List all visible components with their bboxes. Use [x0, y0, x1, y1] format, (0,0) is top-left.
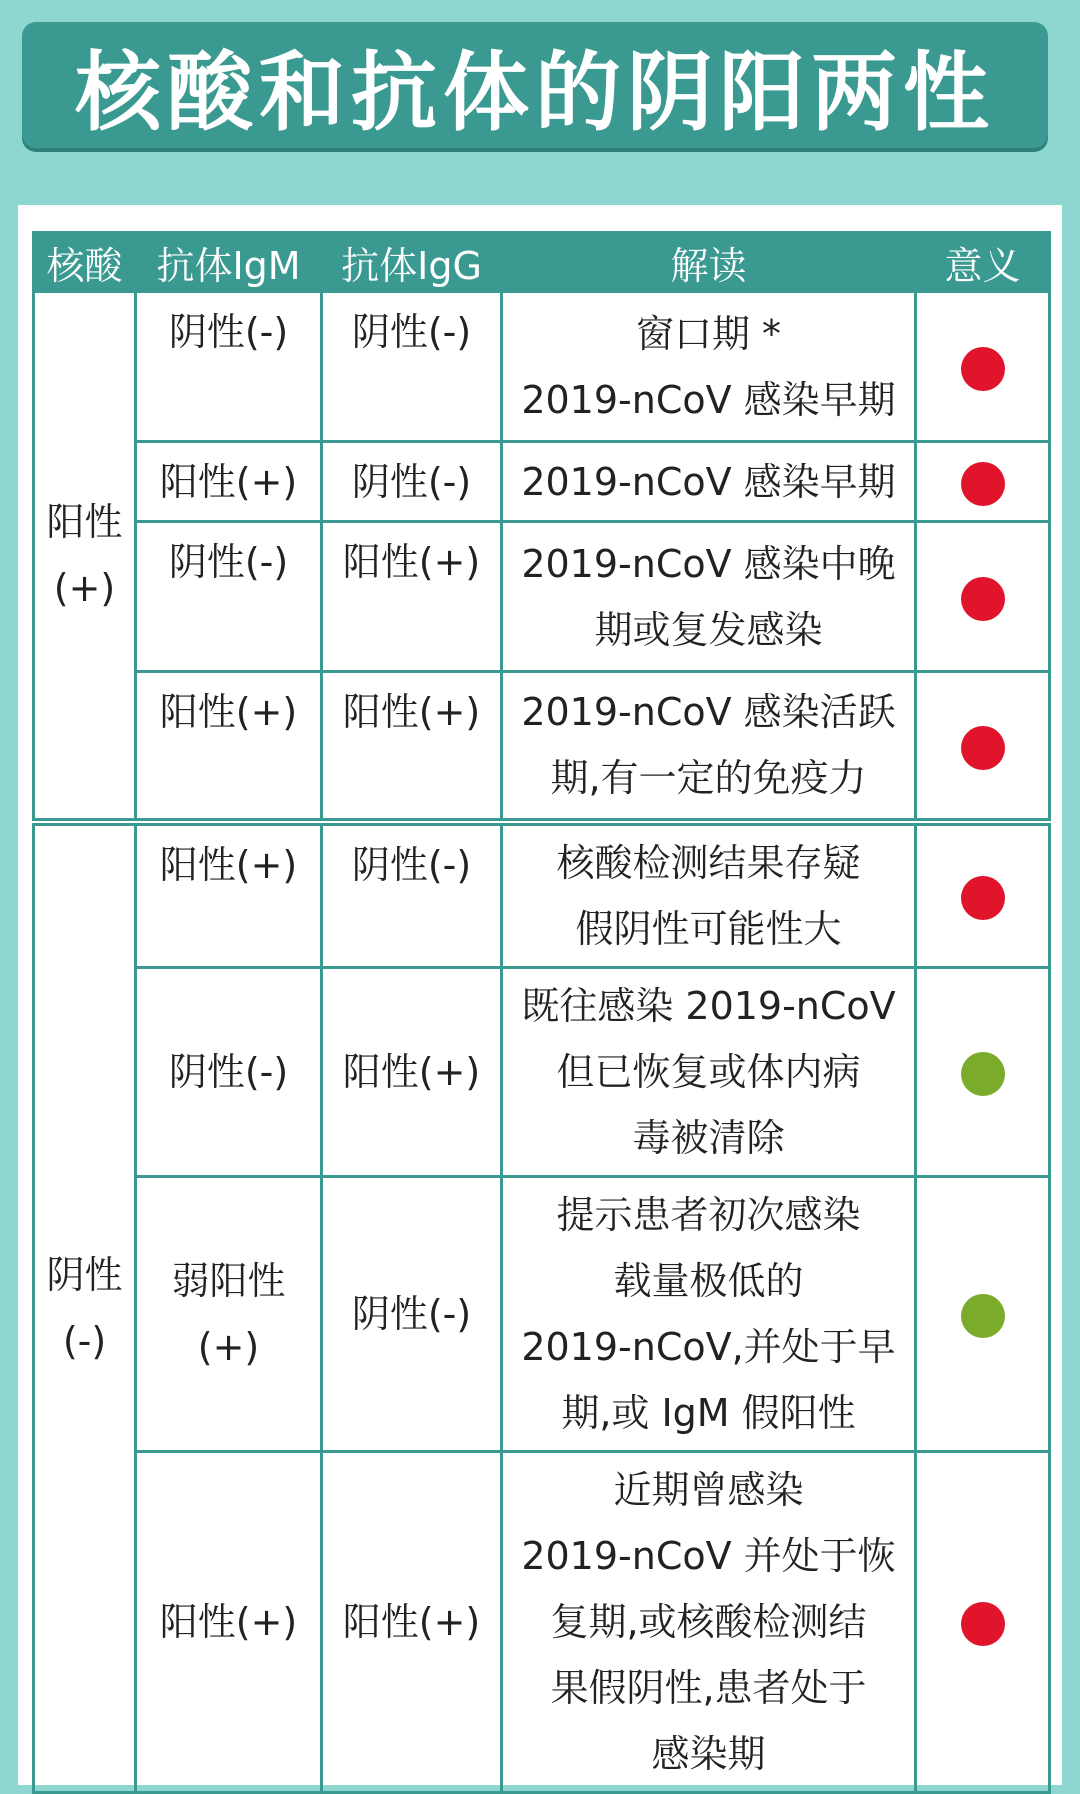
table-row	[34, 522, 1050, 672]
result-table	[32, 231, 1051, 1794]
significance-cell	[916, 967, 1050, 1176]
interpretation-line: 既往感染 2019-nCoV	[521, 983, 896, 1028]
igm-cell	[136, 1176, 322, 1451]
igm-text: 阳性(+)	[159, 459, 298, 504]
interpretation-line: 窗口期 *	[635, 311, 782, 356]
red-dot-icon	[961, 462, 1005, 506]
table-row	[34, 1176, 1050, 1451]
interpretation-cell	[502, 292, 916, 442]
significance-cell	[916, 1451, 1050, 1792]
igm-text: 阴性(-)	[168, 540, 289, 584]
igm-text: 阴性(-)	[168, 1049, 289, 1094]
red-dot-icon	[961, 726, 1005, 770]
interpretation-line: 复期,或核酸检测结	[550, 1599, 867, 1644]
interpretation-line: 2019-nCoV 感染早期	[521, 459, 896, 504]
interpretation-line: 核酸检测结果存疑	[556, 840, 861, 885]
interpretation-line: 2019-nCoV 感染早期	[521, 377, 896, 422]
igm-cell	[136, 1451, 322, 1792]
header-nucleic: 核酸	[34, 233, 136, 292]
igg-text: 阳性(+)	[342, 540, 481, 584]
table-panel	[18, 205, 1062, 1785]
red-dot-icon	[961, 876, 1005, 920]
interpretation-line: 近期曾感染	[613, 1467, 804, 1512]
igg-text: 阴性(-)	[351, 310, 472, 354]
green-dot-icon	[961, 1052, 1005, 1096]
table-row	[34, 672, 1050, 822]
igg-cell	[322, 967, 502, 1176]
red-dot-icon	[961, 1602, 1005, 1646]
igm-cell	[136, 442, 322, 522]
nucleic-acid-text: (-)	[62, 1319, 107, 1363]
igm-text: (+)	[197, 1324, 260, 1369]
header-igm: 抗体IgM	[136, 233, 322, 292]
interpretation-cell	[502, 672, 916, 822]
igm-cell	[136, 672, 322, 822]
interpretation-line: 感染期	[651, 1731, 766, 1776]
igg-cell	[322, 442, 502, 522]
interpretation-cell	[502, 442, 916, 522]
igg-cell	[322, 1176, 502, 1451]
igm-text: 阴性(-)	[168, 310, 289, 354]
igg-text: 阳性(+)	[342, 1599, 481, 1644]
table-row	[34, 442, 1050, 522]
interpretation-line: 期,或 IgM 假阳性	[561, 1390, 856, 1435]
header-interpretation: 解读	[502, 233, 916, 292]
table-body	[34, 292, 1050, 1793]
interpretation-line: 2019-nCoV,并处于早	[521, 1324, 896, 1369]
nucleic-acid-cell	[34, 822, 136, 1793]
interpretation-line: 2019-nCoV 并处于恢	[521, 1533, 896, 1578]
table-row	[34, 292, 1050, 442]
nucleic-acid-text: 阳性	[46, 500, 123, 545]
interpretation-cell	[502, 822, 916, 968]
interpretation-line: 2019-nCoV 感染中晚	[521, 541, 896, 586]
interpretation-cell	[502, 1176, 916, 1451]
table-row	[34, 1451, 1050, 1792]
igg-text: 阳性(+)	[342, 690, 481, 734]
igm-text: 弱阳性	[171, 1258, 286, 1303]
red-dot-icon	[961, 577, 1005, 621]
igm-cell	[136, 822, 322, 968]
interpretation-line: 期,有一定的免疫力	[550, 756, 867, 801]
igm-text: 阳性(+)	[159, 842, 298, 887]
title-banner	[22, 22, 1048, 148]
table-row	[34, 967, 1050, 1176]
interpretation-cell	[502, 967, 916, 1176]
green-dot-icon	[961, 1294, 1005, 1338]
igg-cell	[322, 522, 502, 672]
interpretation-line: 毒被清除	[632, 1115, 785, 1160]
nucleic-acid-text: 阴性	[46, 1253, 123, 1297]
igg-text: 阴性(-)	[351, 1291, 472, 1336]
nucleic-acid-cell	[34, 292, 136, 822]
significance-cell	[916, 292, 1050, 442]
igg-cell	[322, 292, 502, 442]
interpretation-line: 果假阴性,患者处于	[550, 1665, 867, 1710]
significance-cell	[916, 672, 1050, 822]
igm-text: 阳性(+)	[159, 1599, 298, 1644]
significance-cell	[916, 822, 1050, 968]
header-row	[34, 233, 1050, 292]
igg-cell	[322, 822, 502, 968]
significance-cell	[916, 522, 1050, 672]
red-dot-icon	[961, 347, 1005, 391]
interpretation-line: 期或复发感染	[594, 607, 823, 652]
interpretation-line: 2019-nCoV 感染活跃	[521, 690, 896, 735]
igm-cell	[136, 522, 322, 672]
interpretation-line: 但已恢复或体内病	[556, 1049, 861, 1094]
header-significance: 意义	[916, 233, 1050, 292]
page-title: 核酸和抗体的阴阳两性	[75, 43, 995, 143]
igg-cell	[322, 672, 502, 822]
interpretation-cell	[502, 522, 916, 672]
significance-cell	[916, 1176, 1050, 1451]
igg-text: 阳性(+)	[342, 1049, 481, 1094]
interpretation-line: 载量极低的	[613, 1258, 804, 1303]
igg-text: 阴性(-)	[351, 842, 472, 887]
igm-cell	[136, 967, 322, 1176]
igm-cell	[136, 292, 322, 442]
igg-text: 阴性(-)	[351, 459, 472, 504]
header-igg: 抗体IgG	[322, 233, 502, 292]
interpretation-cell	[502, 1451, 916, 1792]
interpretation-line: 提示患者初次感染	[556, 1192, 861, 1237]
igg-cell	[322, 1451, 502, 1792]
significance-cell	[916, 442, 1050, 522]
nucleic-acid-text: (+)	[53, 566, 116, 611]
table-row	[34, 822, 1050, 968]
interpretation-line: 假阴性可能性大	[575, 906, 842, 951]
igm-text: 阳性(+)	[159, 690, 298, 734]
